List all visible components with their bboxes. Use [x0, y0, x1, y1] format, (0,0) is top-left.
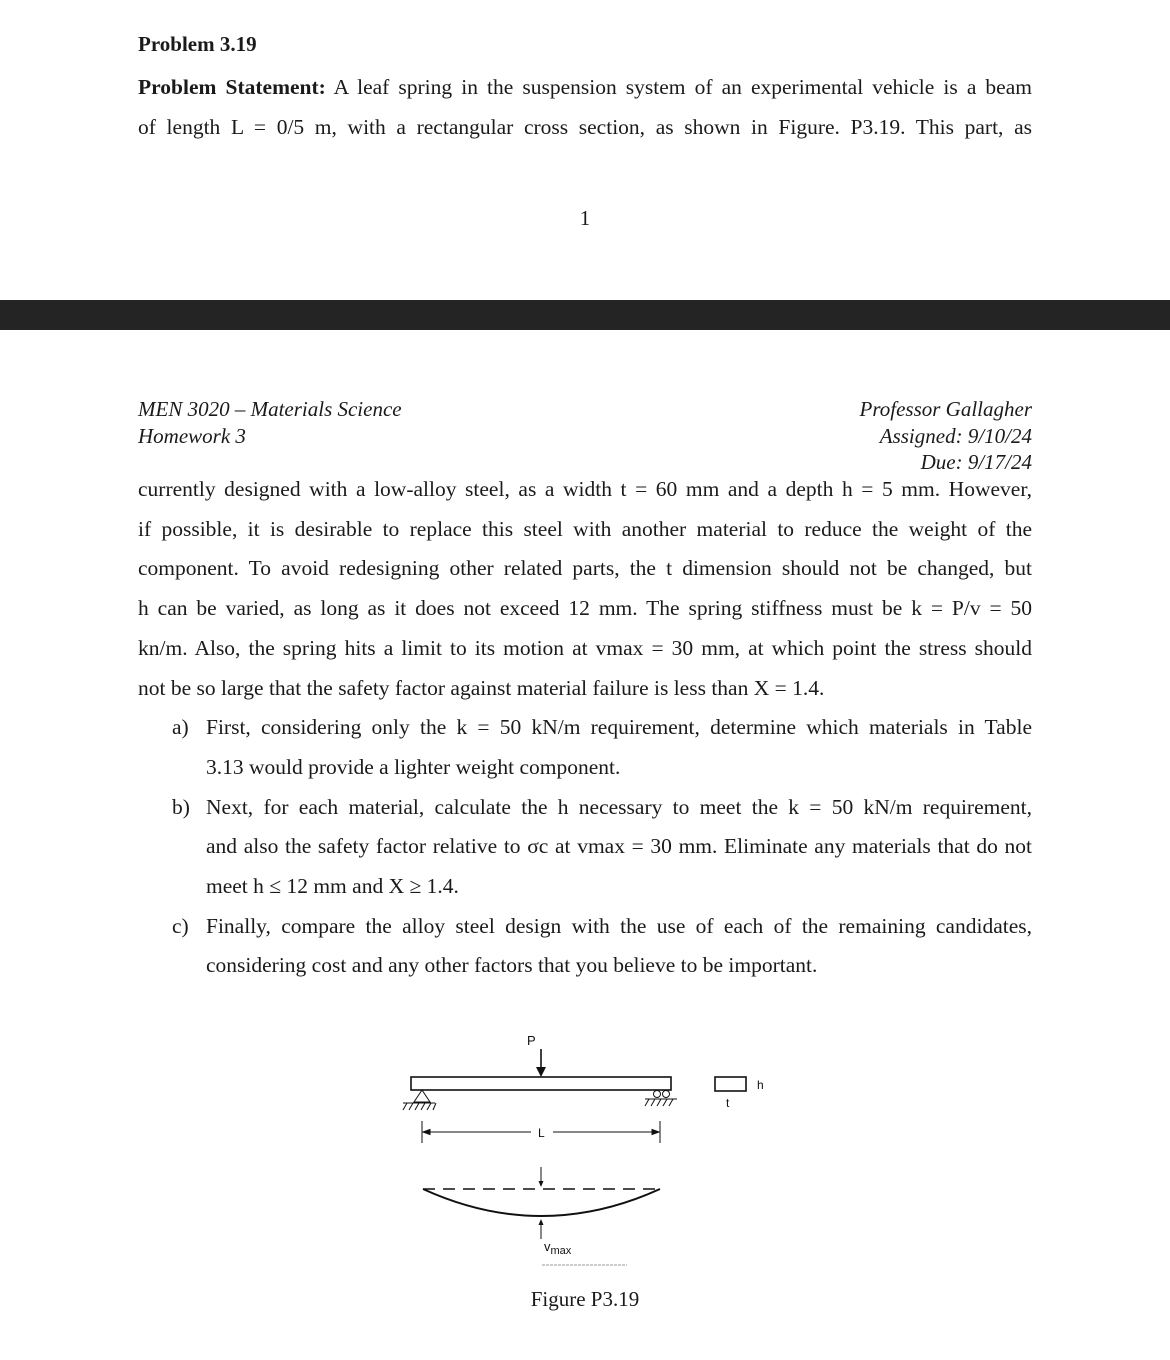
beam [411, 1077, 671, 1090]
deflection-label [544, 1239, 572, 1257]
load-label: P [527, 1033, 536, 1048]
load-arrow-head [536, 1067, 546, 1077]
homework-label: Homework 3 [138, 424, 246, 448]
body-line-1: currently designed with a low-alloy steel, as a width t = 60 mm and a depth h = 5 mm. However, [138, 477, 1032, 501]
question-a-line-1: First, considering only the k = 50 kN/m requirement, determine which materials in Table [206, 715, 1032, 740]
due-date: Due: 9/17/24 [920, 450, 1032, 474]
statement-label: Problem Statement: [138, 75, 326, 99]
previous-page-fragment [0, 0, 1170, 300]
assigned-date: Assigned: 9/10/24 [879, 423, 1032, 448]
deflection-arrow-top-head [539, 1181, 544, 1187]
body-line-6: not be so large that the safety factor against material failure is less than X = 1.4. [138, 675, 825, 700]
question-marker: a) [172, 715, 189, 740]
question-a [138, 708, 1032, 787]
width-label: t [726, 1096, 730, 1110]
question-marker: b) [172, 794, 190, 819]
question-b [138, 788, 1032, 907]
question-c-line-2: considering cost and any other factors that you believe to be important. [206, 953, 818, 978]
statement-line-1-text: A leaf spring in the suspension system of an experimental vehicle is a beam [325, 75, 1032, 99]
deflected-shape [423, 1189, 660, 1216]
question-list [138, 708, 1032, 986]
roller-support [645, 1091, 677, 1107]
beam-diagram [395, 1025, 785, 1275]
question-b-line-1: Next, for each material, calculate the h necessary to meet the k = 50 kN/m requirement, [206, 794, 1032, 819]
page-number: 1 [579, 206, 591, 230]
cross-section [715, 1077, 746, 1091]
length-label: L [538, 1126, 545, 1140]
question-a-line-2: 3.13 would provide a lighter weight component. [206, 754, 621, 779]
header-right [860, 396, 1032, 476]
problem-statement [138, 68, 1032, 147]
deflection-arrow-bottom-head [539, 1219, 544, 1225]
figure-p3-19 [395, 1025, 785, 1275]
deflection-symbol: v [544, 1239, 551, 1254]
problem-title: Problem 3.19 [138, 32, 257, 56]
professor-name: Professor Gallagher [859, 397, 1032, 421]
body-line-3: component. To avoid redesigning other related parts, the t dimension should not be changed, but [138, 556, 1032, 581]
deflection-subscript: max [550, 1245, 572, 1257]
statement-line-2: of length L = 0/5 m, with a rectangular cross section, as shown in Figure. P3.19. This part, as [138, 114, 1032, 139]
question-b-line-3: meet h ≤ 12 mm and X ≥ 1.4. [206, 874, 459, 899]
question-b-line-2: and also the safety factor relative to σc at vmax = 30 mm. Eliminate any materials that do not [206, 834, 1032, 859]
question-c [138, 907, 1032, 986]
body-line-2: if possible, it is desirable to replace this steel with another material to reduce the weight of the [138, 516, 1032, 541]
question-marker: c) [172, 913, 189, 938]
figure-caption: Figure P3.19 [530, 1287, 640, 1311]
header-left [138, 396, 402, 450]
pin-support [403, 1090, 436, 1110]
body-line-4: h can be varied, as long as it does not exceed 12 mm. The spring stiffness must be k = P/v = 50 [138, 596, 1032, 621]
statement-line-1 [138, 68, 1032, 108]
question-c-line-1: Finally, compare the alloy steel design with the use of each of the remaining candidates, [206, 913, 1032, 938]
course-name: MEN 3020 – Materials Science [138, 397, 402, 421]
problem-body [138, 470, 1032, 986]
page-divider [0, 300, 1170, 330]
height-label: h [757, 1078, 764, 1092]
body-line-5: kn/m. Also, the spring hits a limit to its motion at vmax = 30 mm, at which point the stress should [138, 635, 1032, 660]
